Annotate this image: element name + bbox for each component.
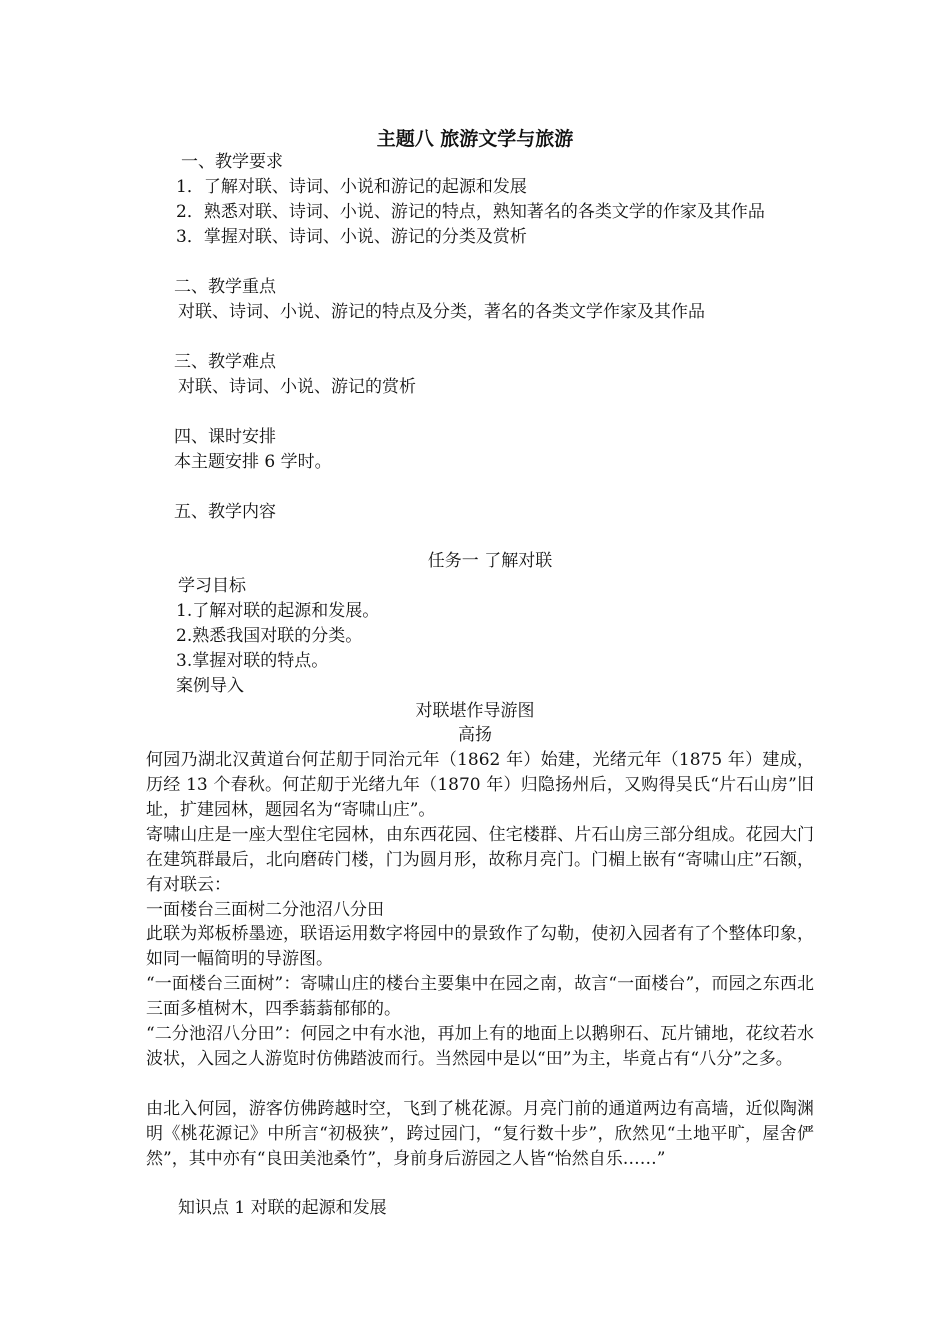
section-heading-difficulties: 三、教学难点 (174, 352, 276, 372)
goal-item: 3.掌握对联的特点。 (176, 651, 329, 671)
article-location: 高扬 (458, 725, 492, 745)
document-title: 主题八 旅游文学与旅游 (376, 128, 574, 150)
schedule-text: 本主题安排 6 学时。 (174, 452, 332, 472)
requirement-item: 1．了解对联、诗词、小说和游记的起源和发展 (176, 177, 527, 197)
requirement-item: 3．掌握对联、诗词、小说、游记的分类及赏析 (176, 227, 527, 247)
knowledge-point-heading: 知识点 1 对联的起源和发展 (178, 1198, 387, 1218)
couplet-text: 一面楼台三面树二分池沼八分田 (146, 900, 384, 920)
section-heading-requirements: 一、教学要求 (181, 152, 283, 172)
case-heading: 案例导入 (176, 676, 244, 696)
article-paragraph: 由北入何园，游客仿佛跨越时空，飞到了桃花源。月亮门前的通道两边有高墙，近似陶渊明《桃花源记》中所言“初极狭”，跨过园门，“复行数十步”，欣然见“土地平旷，屋舍俨然”，其中亦有“良田美池桑竹”，身前身后游园之人皆“怡然自乐……” (146, 1099, 814, 1169)
section-heading-schedule: 四、课时安排 (174, 427, 276, 447)
article-paragraph: “二分池沼八分田”：何园之中有水池，再加上有的地面上以鹅卵石、瓦片铺地，花纹若水波状，入园之人游览时仿佛踏波而行。当然园中是以“田”为主，毕竟占有“八分”之多。 (146, 1024, 814, 1069)
article-paragraph: “一面楼台三面树”：寄啸山庄的楼台主要集中在园之南，故言“一面楼台”，而园之东西北三面多植树木，四季蓊蓊郁郁的。 (146, 974, 814, 1019)
goal-item: 1.了解对联的起源和发展。 (176, 601, 380, 621)
article-paragraph: 寄啸山庄是一座大型住宅园林，由东西花园、住宅楼群、片石山房三部分组成。花园大门在建筑群最后，北向磨砖门楼，门为圆月形，故称月亮门。门楣上嵌有“寄啸山庄”石额，有对联云： (146, 825, 814, 895)
goal-item: 2.熟悉我国对联的分类。 (176, 626, 363, 646)
section-heading-content: 五、教学内容 (174, 502, 276, 522)
article-title: 对联堪作导游图 (415, 701, 535, 721)
difficulties-text: 对联、诗词、小说、游记的赏析 (178, 377, 416, 397)
article-paragraph: 何园乃湖北汉黄道台何芷舠于同治元年（1862 年）始建，光绪元年（1875 年）建成，历经 13 个春秋。何芷舠于光绪九年（1870 年）归隐扬州后，又购得吴氏“片石山房”旧址，扩建园林，题园名为“寄啸山庄”。 (146, 750, 814, 820)
goals-heading: 学习目标 (178, 576, 246, 596)
article-paragraph: 此联为郑板桥墨迹，联语运用数字将园中的景致作了勾勒，使初入园者有了个整体印象，如同一幅简明的导游图。 (146, 924, 814, 969)
key-points-text: 对联、诗词、小说、游记的特点及分类，著名的各类文学作家及其作品 (178, 302, 705, 322)
task-title: 任务一 了解对联 (427, 551, 553, 571)
requirement-item: 2．熟悉对联、诗词、小说、游记的特点，熟知著名的各类文学的作家及其作品 (176, 202, 765, 222)
section-heading-key-points: 二、教学重点 (174, 277, 276, 297)
